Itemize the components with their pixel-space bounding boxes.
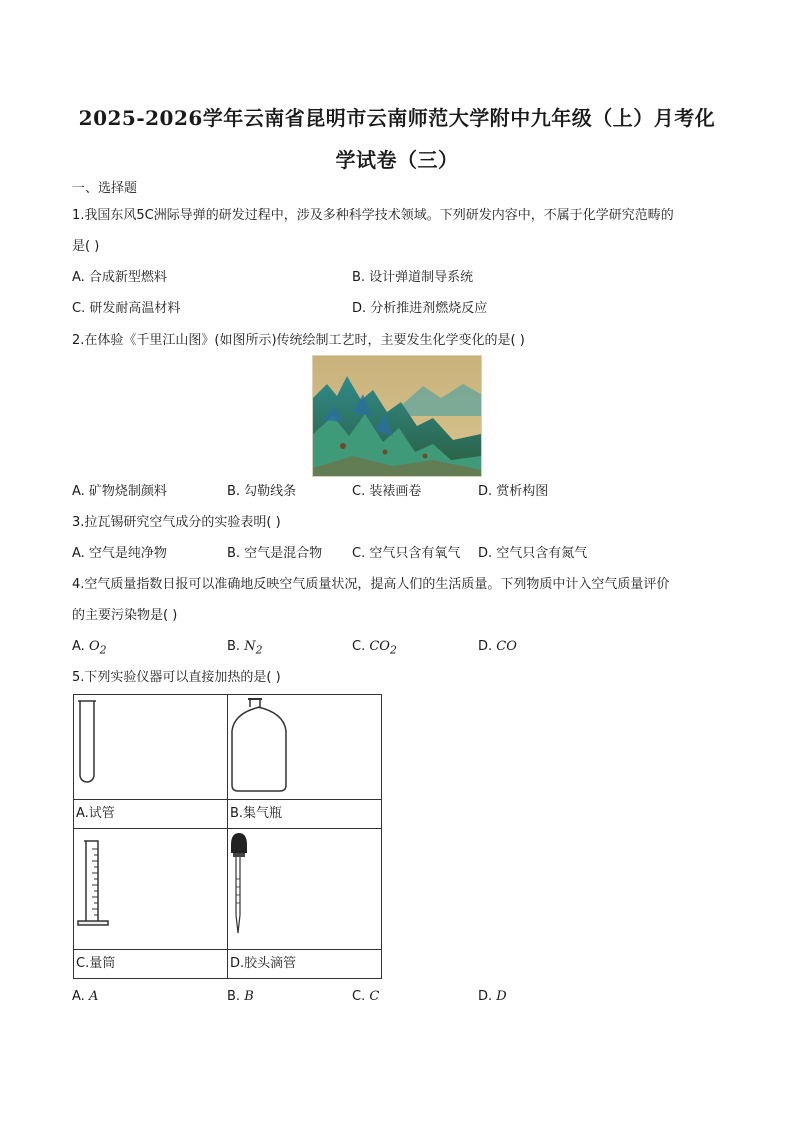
- test-tube-cell: [74, 695, 228, 800]
- q3-option-d[interactable]: D. 空气只含有氮气: [478, 546, 588, 561]
- q3-stem-line1: 3.拉瓦锡研究空气成分的实验表明( ): [72, 515, 281, 530]
- q4-option-c-formula: CO: [369, 639, 390, 654]
- dropper-label: D.胶头滴管: [228, 950, 382, 979]
- landscape-painting-icon: [312, 355, 482, 477]
- q5-option-a-letter: A.: [72, 989, 89, 1004]
- section-heading: 一、选择题: [72, 181, 138, 196]
- q5-stem-line1: 5.下列实验仪器可以直接加热的是( ): [72, 670, 281, 685]
- q5-option-b-letter: B.: [227, 989, 245, 1004]
- q1-option-a[interactable]: A. 合成新型燃料: [72, 270, 167, 285]
- q5-option-b[interactable]: [227, 988, 254, 1006]
- q5-option-b-value: B: [244, 989, 254, 1004]
- test-tube-icon: [74, 695, 225, 799]
- q5-option-c-letter: C.: [352, 989, 370, 1004]
- q4-option-d-formula: CO: [496, 639, 517, 654]
- q4-option-a-sub: 2: [99, 643, 107, 657]
- q2-option-d[interactable]: D. 赏析构图: [478, 484, 549, 499]
- q5-option-d[interactable]: [478, 988, 507, 1006]
- instrument-table: [73, 694, 382, 979]
- q1-stem-line1: 1.我国东风5C洲际导弹的研发过程中，涉及多种科学技术领域。下列研发内容中，不属于化学研究范畴的: [72, 208, 674, 223]
- q4-option-d[interactable]: [478, 638, 517, 660]
- q4-option-b-letter: B.: [227, 639, 245, 654]
- gas-bottle-label: B.集气瓶: [228, 800, 382, 829]
- exam-title-line2: 学试卷（三）: [335, 148, 459, 172]
- q4-option-a-letter: A.: [72, 639, 89, 654]
- q5-option-c-value: C: [369, 989, 380, 1004]
- q5-option-a[interactable]: [72, 988, 98, 1006]
- q5-option-a-value: A: [88, 989, 99, 1004]
- q1-option-b[interactable]: B. 设计弹道制导系统: [352, 270, 474, 285]
- gas-collecting-bottle-icon: [228, 695, 379, 799]
- q4-stem-line1: 4.空气质量指数日报可以准确地反映空气质量状况，提高人们的生活质量。下列物质中计入空气质量评价: [72, 577, 670, 592]
- graduated-cylinder-icon: [74, 829, 225, 949]
- exam-title-line1: 2025-2026学年云南省昆明市云南师范大学附中九年级（上）月考化: [78, 106, 716, 130]
- cylinder-cell: [74, 829, 228, 950]
- q5-option-c[interactable]: [352, 988, 379, 1006]
- q1-stem-line2: 是( ): [72, 239, 100, 254]
- dropper-cell: [228, 829, 382, 950]
- q3-option-a[interactable]: A. 空气是纯净物: [72, 546, 167, 561]
- cylinder-label: C.量筒: [74, 950, 228, 979]
- q4-option-d-letter: D.: [478, 639, 497, 654]
- q1-option-c[interactable]: C. 研发耐高温材料: [72, 301, 181, 316]
- q4-option-c-letter: C.: [352, 639, 370, 654]
- q4-option-a-formula: O: [88, 639, 100, 654]
- q3-option-b[interactable]: B. 空气是混合物: [227, 546, 323, 561]
- q4-option-b[interactable]: [227, 638, 262, 660]
- q1-option-d[interactable]: D. 分析推进剂燃烧反应: [352, 301, 488, 316]
- q4-option-b-sub: 2: [255, 643, 263, 657]
- q4-option-a[interactable]: [72, 638, 107, 660]
- q4-stem-line2: 的主要污染物是( ): [72, 608, 178, 623]
- q2-option-c[interactable]: C. 装裱画卷: [352, 484, 422, 499]
- test-tube-label: A.试管: [74, 800, 228, 829]
- q5-option-d-letter: D.: [478, 989, 497, 1004]
- q4-option-c-sub: 2: [389, 643, 397, 657]
- q2-option-a[interactable]: A. 矿物烧制颜料: [72, 484, 167, 499]
- q2-option-b[interactable]: B. 勾勒线条: [227, 484, 297, 499]
- gas-bottle-cell: [228, 695, 382, 800]
- q3-option-c[interactable]: C. 空气只含有氧气: [352, 546, 461, 561]
- q4-option-b-formula: N: [244, 639, 256, 654]
- q2-stem-line1: 2.在体验《千里江山图》(如图所示)传统绘制工艺时，主要发生化学变化的是( ): [72, 333, 525, 348]
- q4-option-c[interactable]: [352, 638, 397, 660]
- q5-option-d-value: D: [496, 989, 507, 1004]
- dropper-icon: [228, 829, 379, 949]
